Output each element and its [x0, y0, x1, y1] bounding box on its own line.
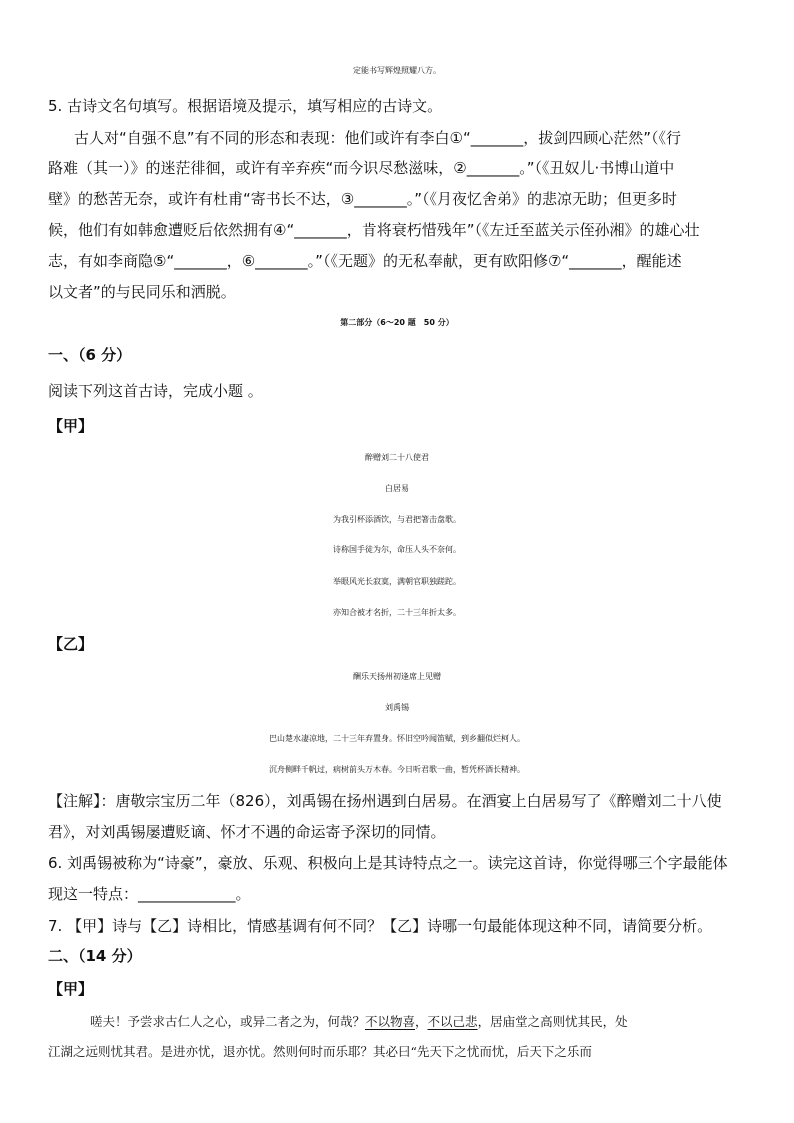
underlined-phrase-2: 不以己悲 [427, 1014, 478, 1029]
poem-b-line-1: 巴山楚水凄凉地，二十三年弃置身。怀旧空吟闻笛赋，到乡翻似烂柯人。 [269, 734, 525, 743]
poem-a-line-3: 举眼风光长寂寞，满朝官职独蹉跎。 [333, 577, 461, 586]
note-line-2: 君》，对刘禹锡屡遭贬谪、怀才不遇的命运寄予深切的同情。 [48, 823, 446, 841]
question-5-line-4: 候，他们有如韩愈遭贬后依然拥有④“_______，肯将衰朽惜残年”（《左迁至蓝关示侄孙湘》的雄心壮 [48, 221, 700, 239]
part-2-heading: 第二部分（6～20 题 50 分） [340, 318, 454, 327]
prose-a-comma: ， [415, 1014, 428, 1029]
poem-b-author: 刘禹锡 [385, 703, 409, 712]
question-5-line-5: 志，有如李商隐⑤“_______，⑥_______。”（《无题》的无私奉献，更有欧阳修⑦“_______，醒能述 [48, 252, 682, 270]
prose-a-line-2: 江湖之远则忧其君。是进亦忧，退亦忧。然则何时而乐耶？其必曰“先天下之忧而忧，后天下之乐而 [48, 1044, 592, 1059]
poem-a-author: 白居易 [385, 484, 409, 493]
poem-b-label: 【乙】 [48, 635, 94, 653]
poem-b-title: 酬乐天扬州初逢席上见赠 [353, 672, 441, 681]
poem-a-line-2: 诗称国手徒为尔，命压人头不奈何。 [333, 545, 461, 554]
prose-a-label: 【甲】 [48, 980, 94, 998]
question-6-line-2: 现这一特点：_____________。 [48, 885, 251, 903]
question-5-line-2: 路难（其一）》的迷茫徘徊，或许有辛弃疾“而今识尽愁滋味，②_______。”（《丑奴儿·书博山道中 [48, 159, 675, 177]
poem-a-line-4: 亦知合被才名折，二十三年折太多。 [333, 608, 461, 617]
prose-a-line-1 [90, 1013, 628, 1031]
poem-a-title: 醉赠刘二十八使君 [365, 453, 429, 462]
question-6-line-1: 6. 刘禹锡被称为“诗豪”，豪放、乐观、积极向上是其诗特点之一。读完这首诗，你觉得哪三个字最能体 [48, 854, 728, 872]
prose-a-line-1-start: 嗟夫！予尝求古仁人之心，或异二者之为，何哉？ [90, 1014, 366, 1029]
question-5-line-6: 以文者”的与民同乐和洒脱。 [48, 283, 236, 301]
poem-a-line-1: 为我引杯添酒饮，与君把箸击盘歌。 [333, 515, 461, 524]
poem-a-label: 【甲】 [48, 417, 94, 435]
poem-b-line-2: 沉舟侧畔千帆过，病树前头万木春。今日听君歌一曲，暂凭杯酒长精神。 [269, 765, 525, 774]
question-5-title: 5. 古诗文名句填写。根据语境及提示，填写相应的古诗文。 [48, 97, 443, 115]
section-1-heading: 一、（6 分） [48, 346, 132, 364]
question-5-line-3: 壁》的愁苦无奈，或许有杜甫“寄书长不达，③_______。”（《月夜忆舍弟》的悲凉无助；但更多时 [48, 190, 677, 208]
note-line-1: 【注解】：唐敬宗宝历二年（826），刘禹锡在扬州遇到白居易。在酒宴上白居易写了《醉赠刘二十八使 [48, 792, 722, 810]
section-2-heading: 二、（14 分） [48, 947, 142, 965]
section-1-instruction: 阅读下列这首古诗，完成小题 。 [48, 382, 263, 400]
prose-a-line-1-end: ，居庙堂之高则忧其民，处 [477, 1014, 628, 1029]
continued-text-line: 定能书写辉煌照耀八方。 [353, 66, 441, 75]
underlined-phrase-1: 不以物喜 [365, 1014, 416, 1029]
question-7-line: 7. 【甲】诗与【乙】诗相比，情感基调有何不同？【乙】诗哪一句最能体现这种不同，请简要分析。 [48, 917, 713, 935]
question-5-line-1: 古人对“自强不息”有不同的形态和表现：他们或许有李白①“_______，拔剑四顾心茫然”（《行 [74, 129, 682, 147]
